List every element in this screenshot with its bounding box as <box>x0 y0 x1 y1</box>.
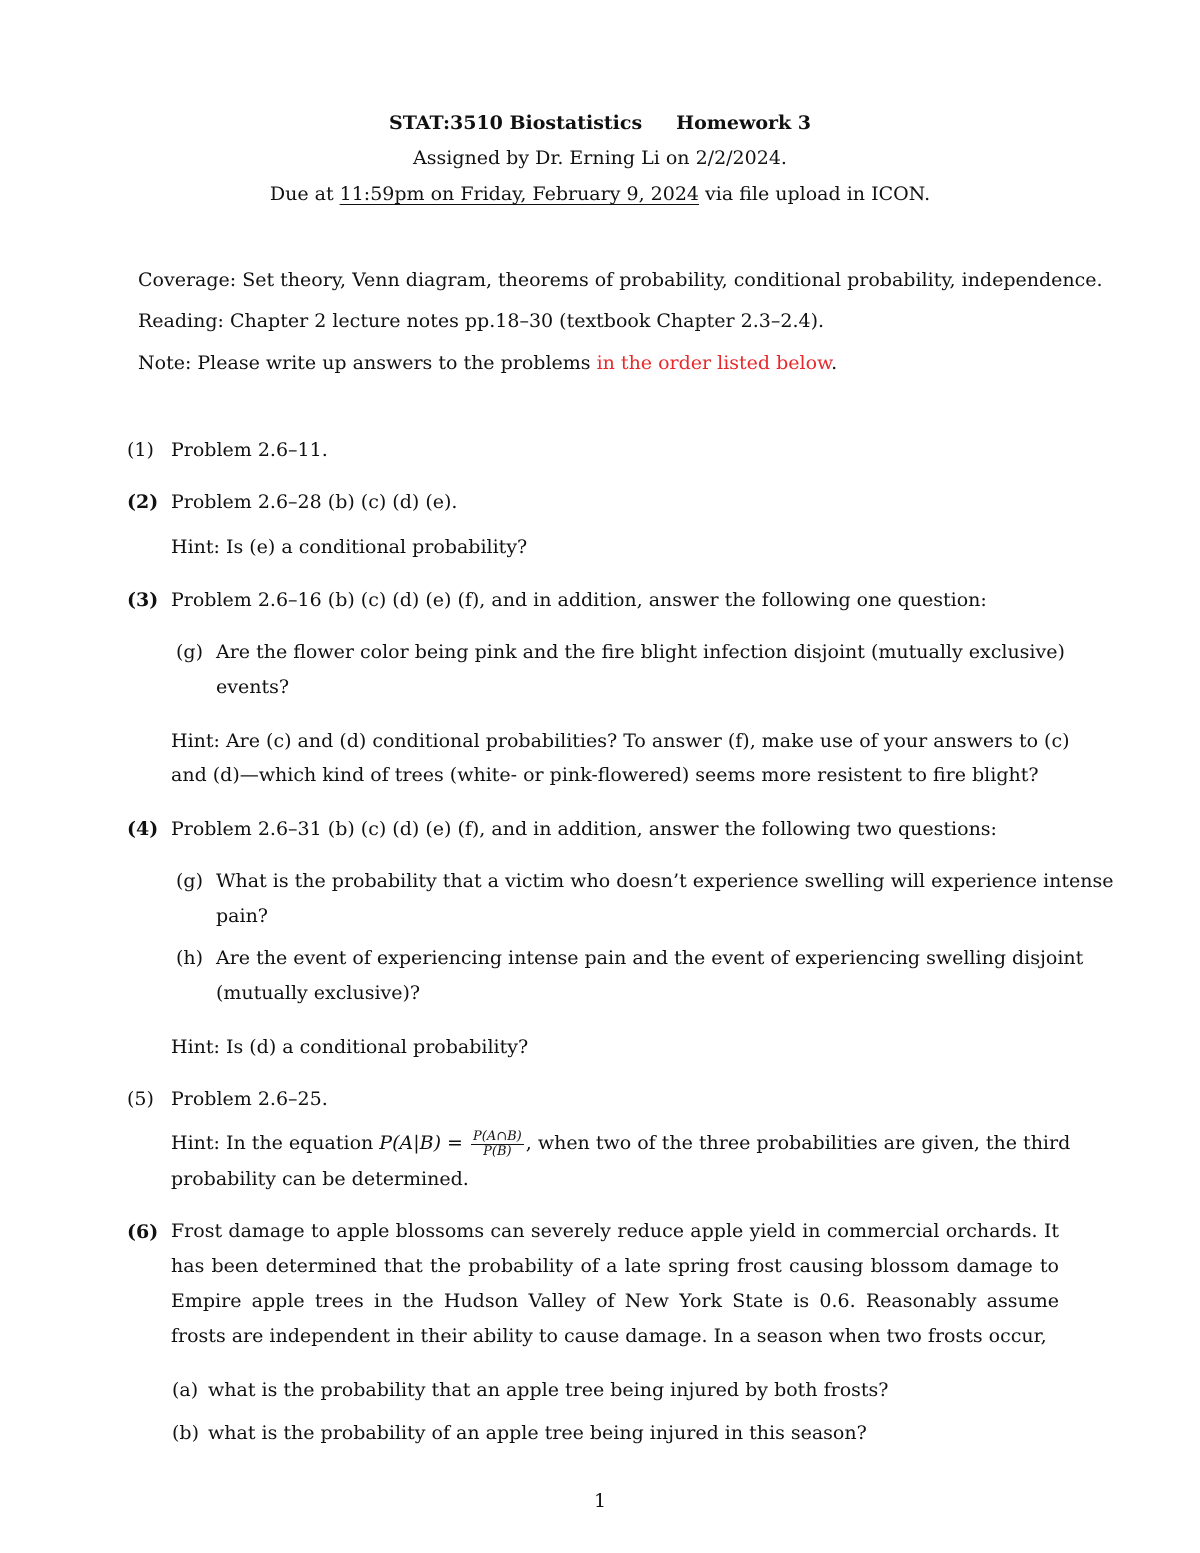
equation-fraction: $\frac{P(A\cap B)}{P(B)}$ <box>473 1128 522 1159</box>
problem-text: Problem 2.6–11. <box>171 439 328 461</box>
problem-text: Problem 2.6–31 (b) (c) (d) (e) (f), and in addition, answer the following two questions: <box>171 818 997 840</box>
page-title <box>0 111 1200 135</box>
subpart-text: Are the flower color being pink and the fire blight infection disjoint (mutually exclusive) <box>216 641 1065 663</box>
reading-text: Reading: Chapter 2 lecture notes pp.18–30 (textbook Chapter 2.3–2.4). <box>138 310 825 332</box>
problem-number: (6) <box>127 1221 159 1243</box>
coverage-text: Coverage: Set theory, Venn diagram, theorems of probability, conditional probability, independence. <box>138 269 1103 291</box>
problem-text: Problem 2.6–28 (b) (c) (d) (e). <box>171 491 458 513</box>
due-line: Due at 11:59pm on Friday, February 9, 2024 via file upload in ICON. <box>269 183 931 205</box>
equation-left: P(A|B) = <box>379 1132 469 1154</box>
problem-number: (4) <box>127 818 159 840</box>
note-text: Note: Please write up answers to the problems in the order listed below. <box>138 352 838 374</box>
subpart-text: Are the event of experiencing intense pain and the event of experiencing swelling disjoint <box>216 947 1084 969</box>
subpart-label: (g) <box>176 870 203 892</box>
subpart-label: (g) <box>176 641 203 663</box>
subpart-label: (a) <box>172 1379 199 1401</box>
problem-text: Frost damage to apple blossoms can severely reduce apple yield in commercial orchards. It has been determined that the probability of a late spring frost causing blossom damage to Empire apple trees in the Hudson Valley of New York State is 0.6. Reasonably assume frosts are independent in their ability to cause damage. In a season when two frosts occur, <box>171 1220 1059 1347</box>
course-name: STAT:3510 Biostatistics <box>388 112 643 134</box>
subpart-text: (mutually exclusive)? <box>216 982 421 1004</box>
assignment-name: Homework 3 <box>676 112 812 134</box>
subpart-text: what is the probability that an apple tree being injured by both frosts? <box>208 1379 889 1401</box>
problem-hint: Hint: Is (d) a conditional probability? <box>171 1036 529 1058</box>
subpart-label: (b) <box>172 1422 199 1444</box>
problem-number: (2) <box>127 491 159 513</box>
problem-hint: Hint: Are (c) and (d) conditional probabilities? To answer (f), make use of your answers to (c) <box>171 730 1070 752</box>
subpart-text: what is the probability of an apple tree being injured in this season? <box>208 1422 867 1444</box>
problem-hint: probability can be determined. <box>171 1168 469 1190</box>
problem-number: (5) <box>127 1088 154 1110</box>
problem-number: (1) <box>127 439 154 461</box>
problem-hint: Hint: Is (e) a conditional probability? <box>171 536 528 558</box>
assigned-line: Assigned by Dr. Erning Li on 2/2/2024. <box>413 147 787 169</box>
problem-hint: and (d)—which kind of trees (white- or pink-flowered) seems more resistent to fire blight? <box>171 764 1039 786</box>
subpart-text: What is the probability that a victim who doesn’t experience swelling will experience intense <box>216 870 1114 892</box>
problem-text: Problem 2.6–16 (b) (c) (d) (e) (f), and in addition, answer the following one question: <box>171 589 987 611</box>
subpart-text: events? <box>216 676 290 698</box>
subpart-label: (h) <box>176 947 204 969</box>
problem-hint: Hint: In the equation P(A|B) = $\frac{P(A\cap B)}{P(B)}$ , when two of the three probabilities are given, the third <box>171 1128 1071 1159</box>
page-number: 1 <box>593 1490 607 1512</box>
due-date: 11:59pm on Friday, February 9, 2024 <box>339 183 700 205</box>
note-emphasis: in the order listed below <box>596 352 832 374</box>
subpart-text: pain? <box>216 905 268 927</box>
problem-number: (3) <box>127 589 159 611</box>
problem-text: Problem 2.6–25. <box>171 1088 328 1110</box>
